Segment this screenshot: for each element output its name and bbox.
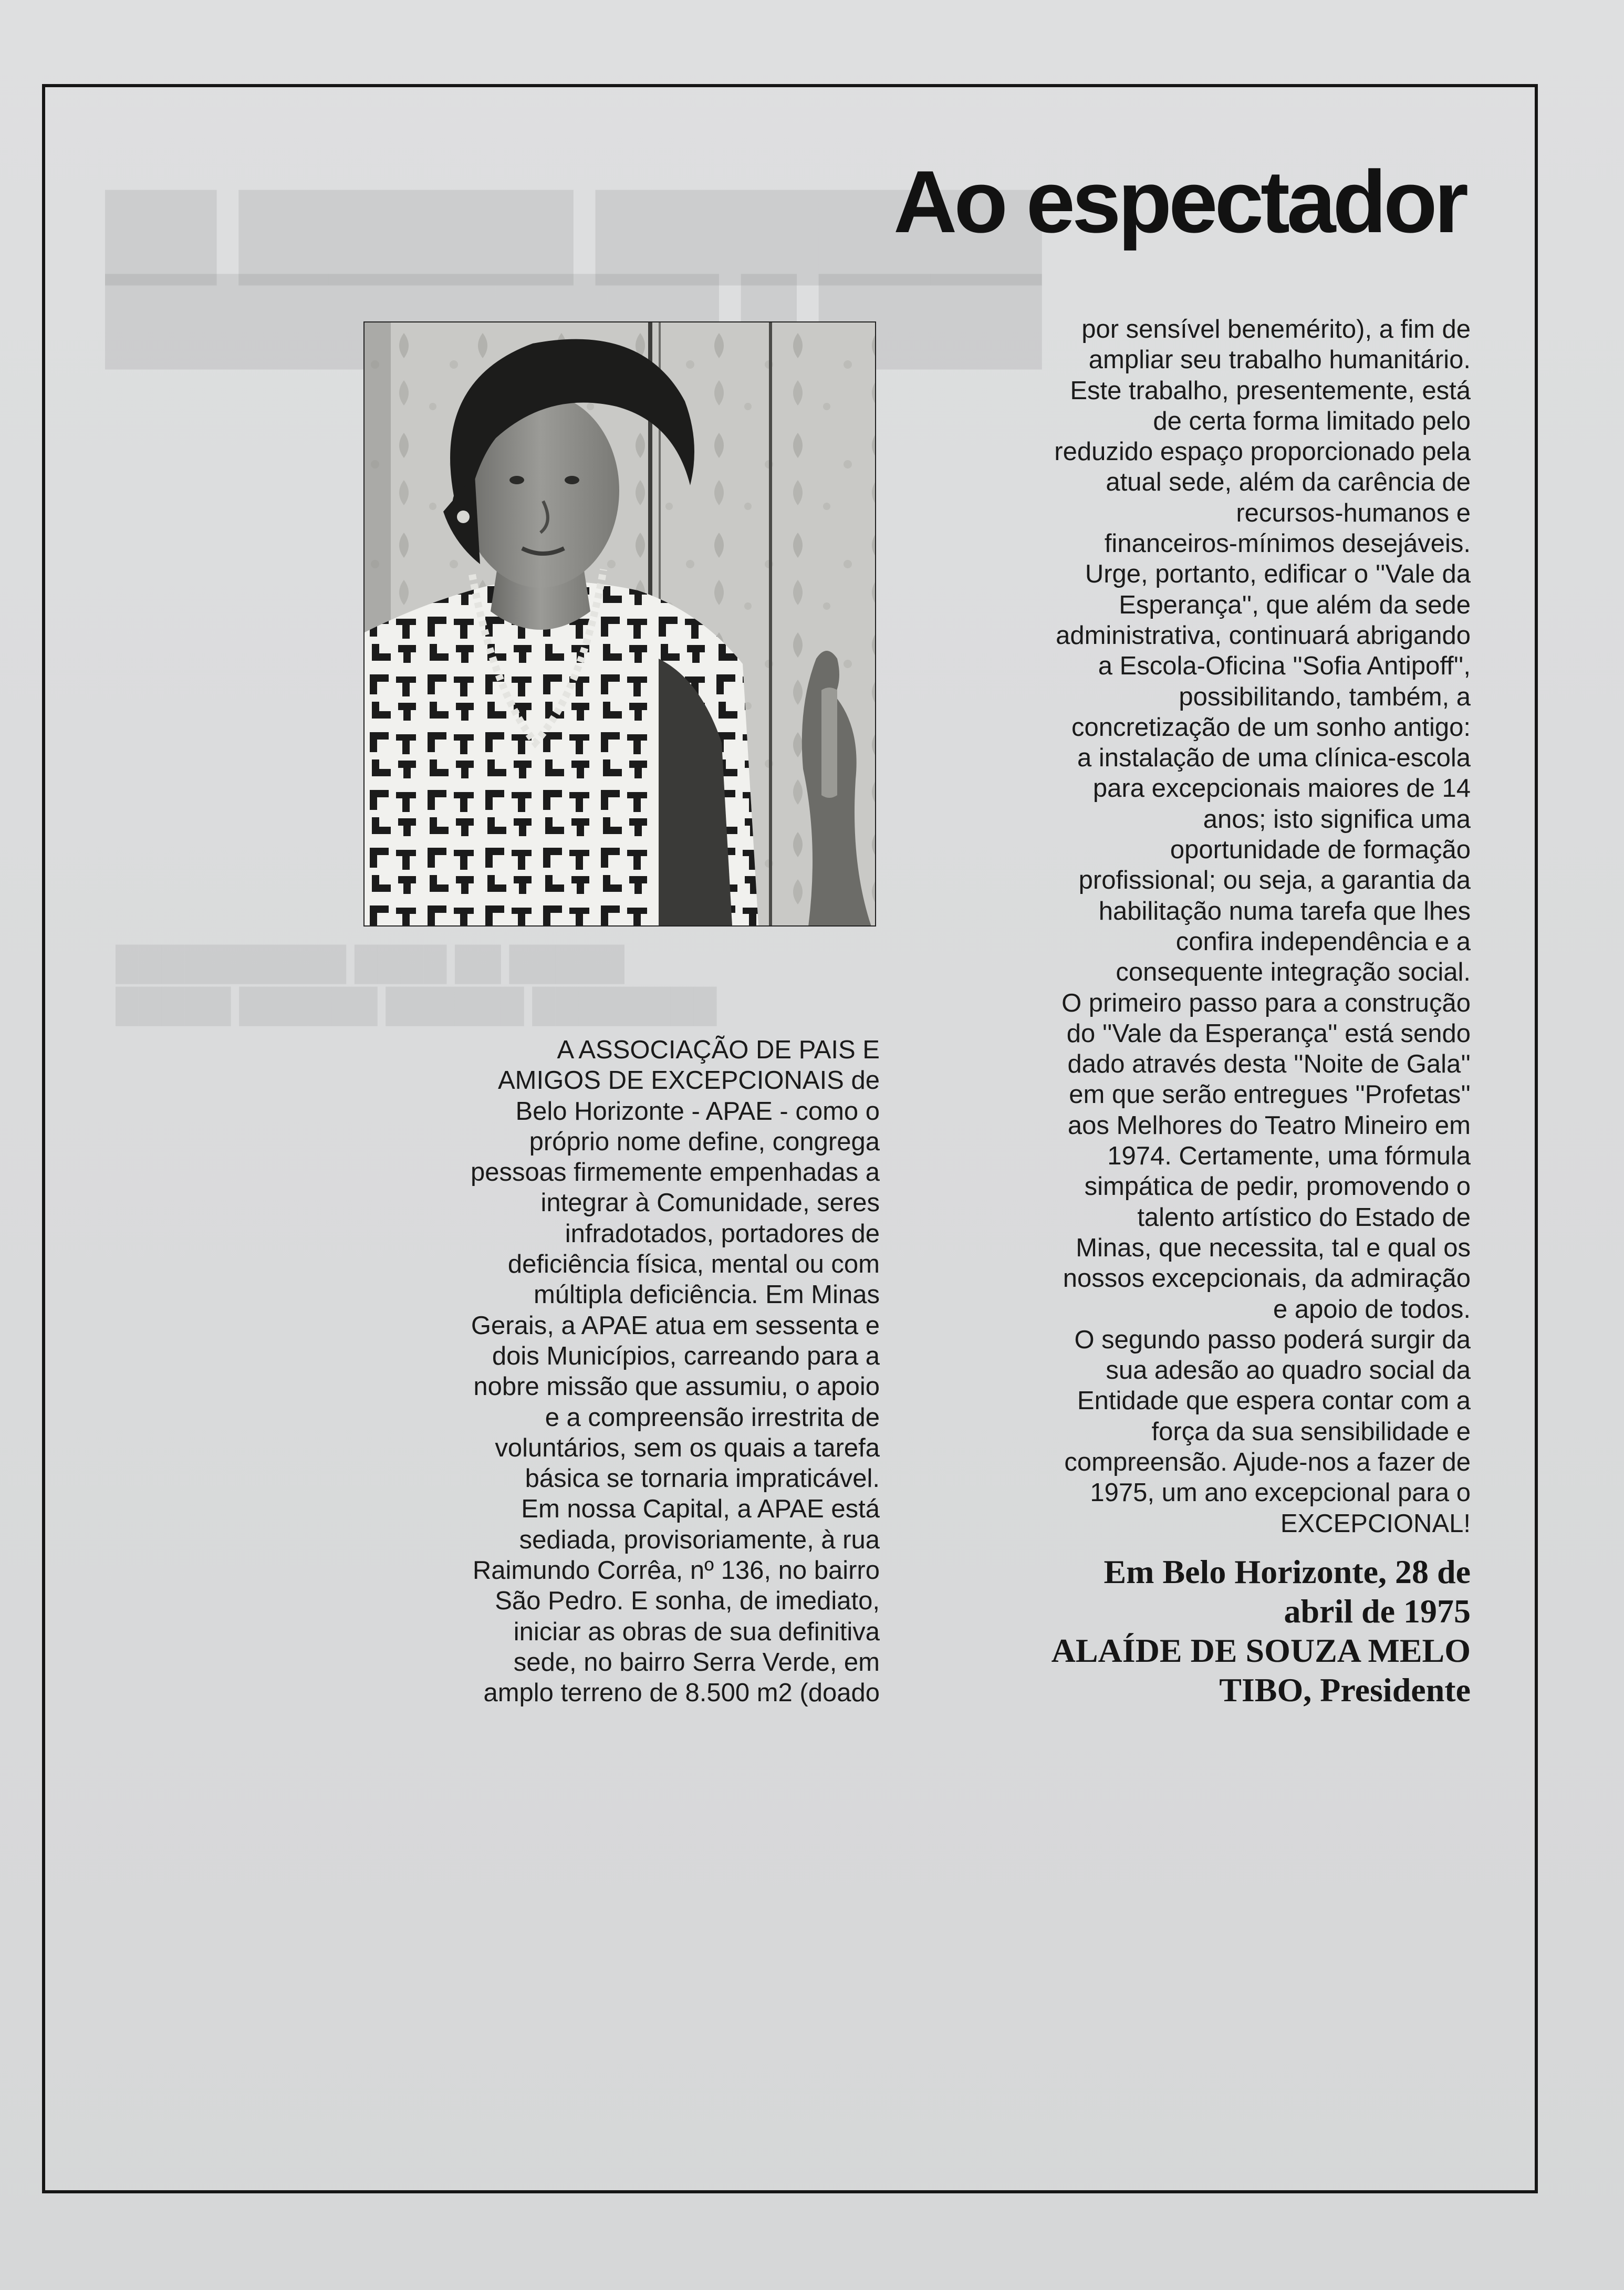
letter-left-column: A ASSOCIAÇÃO DE PAIS E AMIGOS DE EXCEPCIONAIS de Belo Horizonte - APAE - como o próprio nome define, congrega pessoas firmemente empenhadas a integrar à Comunidade, seres infradotados, portadores de deficiência física, mental ou com múltipla deficiência. Em Minas Gerais, a APAE atua em sessenta e dois Municípios, carreando para a nobre missão que assumiu, o apoio e a compreensão irrestrita de voluntários, sem os quais a tarefa básica se tornaria impraticável. Em nossa Capital, a APAE está sediada, provisoriamente, à rua Raimundo Corrêa, nº 136, no bairro São Pedro. E sonha, de imediato, iniciar as obras de sua definitiva sede, no bairro Serra Verde, em amplo terreno de 8.500 m2 (doado — [471, 1036, 880, 1708]
letter-right-column: por sensível benemérito), a fim de ampliar seu trabalho humanitário. Este trabalho, presentemente, está de certa forma limitado pelo reduzido espaço proporcionado pela atual sede, além da carência de recursos-humanos e financeiros-mínimos desejáveis. Urge, portanto, edificar o ''Vale da Esperança'', que além da sede administrativa, continuará abrigando a Escola-Oficina ''Sofia Antipoff'', possibilitando, também, a concretização de um sonho antigo: a instalação de uma clínica-escola para excepcionais maiores de 14 anos; isto significa uma oportunidade de formação profissional; ou seja, a garantia da habilitação numa tarefa que lhes confira independência e a consequente integração social. O primeiro passo para a construção do ''Vale da Esperança'' está sendo dado através desta ''Noite de Gala'' em que serão entregues ''Profetas'' aos Melhores do Teatro Mineiro em 1974. Certamente, uma fórmula simpática de pedir, promovendo o talento artístico do Estado de Minas, que necessita, tal e qual os nossos excepcionais, da admiração e apoio de todos. O segundo passo poderá surgir da sua adesão ao quadro social da Entidade que espera contar com a força da sua sensibilidade e compreensão. Ajude-nos a fazer de 1975, um ano excepcional para o EXCEPCIONAL! — [1054, 315, 1471, 1538]
portrait-photo — [363, 321, 876, 927]
page-title: Ao espectador — [893, 152, 1465, 251]
signature-block: Em Belo Horizonte, 28 de abril de 1975 ALAÍDE DE SOUZA MELO TIBO, Presidente — [1051, 1553, 1471, 1709]
